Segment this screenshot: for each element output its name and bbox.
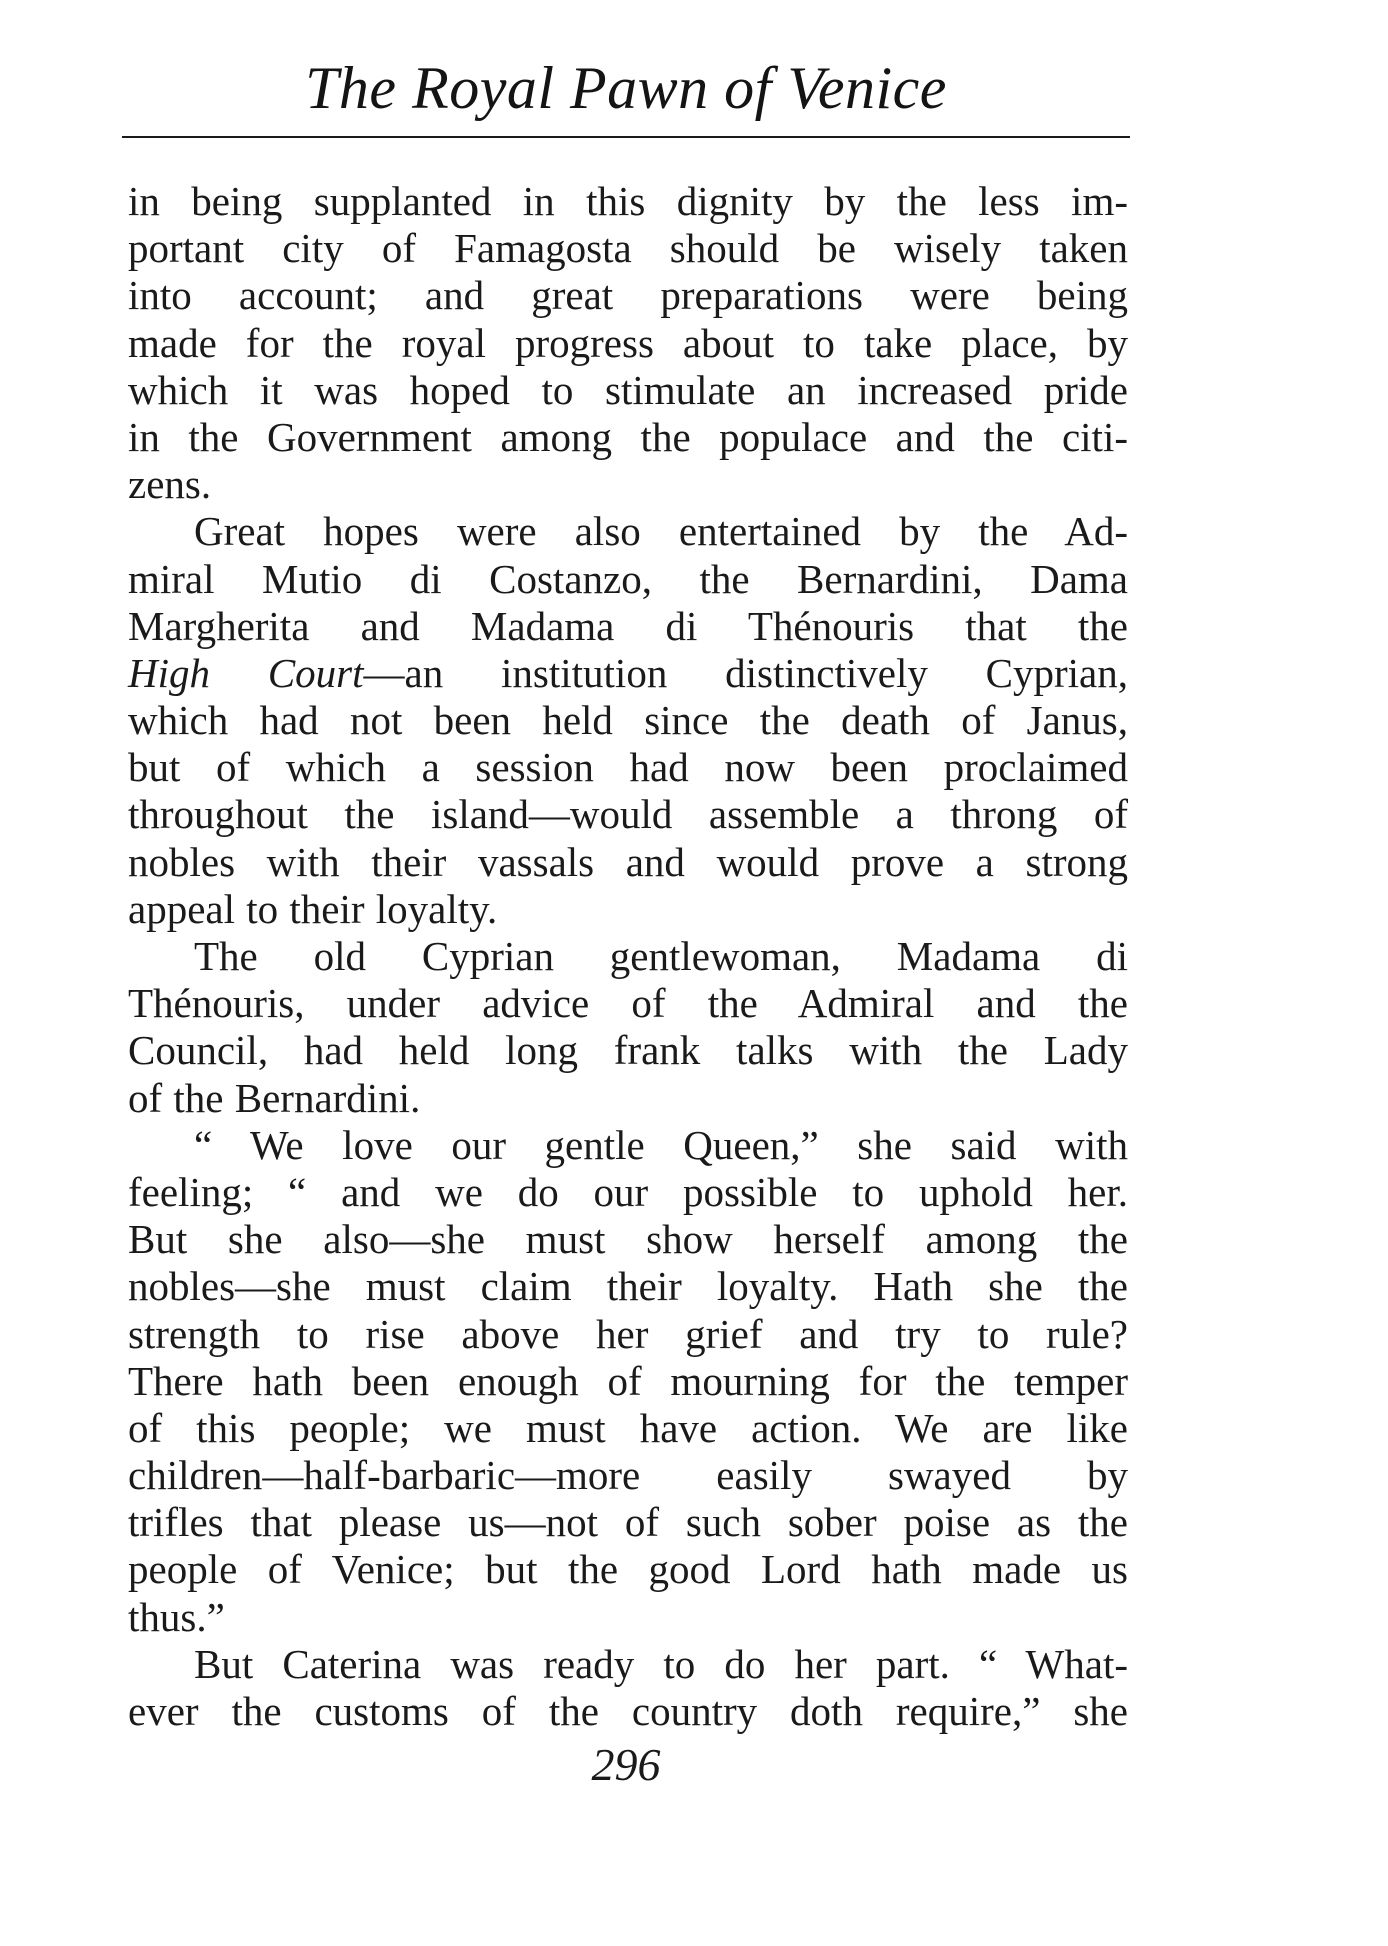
text-line: zens.	[128, 461, 212, 508]
text-line	[128, 650, 1128, 697]
text-line: feeling; “ and we do our possible to uphold her.	[128, 1168, 1128, 1215]
text-line: of this people; we must have action. We are like	[128, 1404, 1128, 1451]
paragraph-start-line: Great hopes were also entertained by the Ad-	[194, 508, 1128, 555]
paragraph-start-line: But Caterina was ready to do her part. “ What-	[194, 1640, 1128, 1687]
header-rule	[122, 136, 1130, 138]
text-line: There hath been enough of mourning for the temper	[128, 1357, 1128, 1404]
running-title: The Royal Pawn of Venice	[305, 55, 947, 121]
text-line: nobles with their vassals and would prove a strong	[128, 838, 1128, 885]
text-line: trifles that please us—not of such sober poise as the	[128, 1499, 1128, 1546]
text-line: Council, had held long frank talks with the Lady	[128, 1027, 1128, 1074]
text-line: appeal to their loyalty.	[128, 885, 498, 932]
text-line: portant city of Famagosta should be wisely taken	[128, 225, 1128, 272]
line-remainder: —an institution distinctively Cyprian,	[363, 649, 1128, 696]
text-line: throughout the island—would assemble a throng of	[128, 791, 1128, 838]
text-line: which had not been held since the death of Janus,	[128, 697, 1128, 744]
text-line: but of which a session had now been proclaimed	[128, 744, 1128, 791]
text-line: people of Venice; but the good Lord hath made us	[128, 1546, 1128, 1593]
text-line: Thénouris, under advice of the Admiral and the	[128, 980, 1128, 1027]
page-number: 296	[591, 1739, 661, 1790]
text-line: Margherita and Madama di Thénouris that the	[128, 602, 1128, 649]
paragraph-start-line: “ We love our gentle Queen,” she said with	[194, 1121, 1128, 1168]
text-line: in the Government among the populace and the citi-	[128, 413, 1128, 460]
text-line: strength to rise above her grief and try to rule?	[128, 1310, 1128, 1357]
text-line: made for the royal progress about to take place, by	[128, 319, 1128, 366]
text-line: children—half-barbaric—more easily swayed by	[128, 1452, 1128, 1499]
text-line: in being supplanted in this dignity by the less im-	[128, 178, 1128, 224]
text-line: nobles—she must claim their loyalty. Hath she the	[128, 1263, 1128, 1310]
text-line: which it was hoped to stimulate an increased pride	[128, 366, 1128, 413]
text-line: thus.”	[128, 1593, 225, 1640]
body-text	[128, 178, 1128, 1735]
text-line: into account; and great preparations were being	[128, 272, 1128, 319]
text-line: miral Mutio di Costanzo, the Bernardini, Dama	[128, 555, 1128, 602]
text-line: But she also—she must show herself among the	[128, 1216, 1128, 1263]
text-line: of the Bernardini.	[128, 1074, 421, 1121]
italic-term: High Court	[128, 649, 364, 696]
paragraph-start-line: The old Cyprian gentlewoman, Madama di	[194, 933, 1128, 979]
text-line: ever the customs of the country doth require,” she	[128, 1688, 1128, 1734]
